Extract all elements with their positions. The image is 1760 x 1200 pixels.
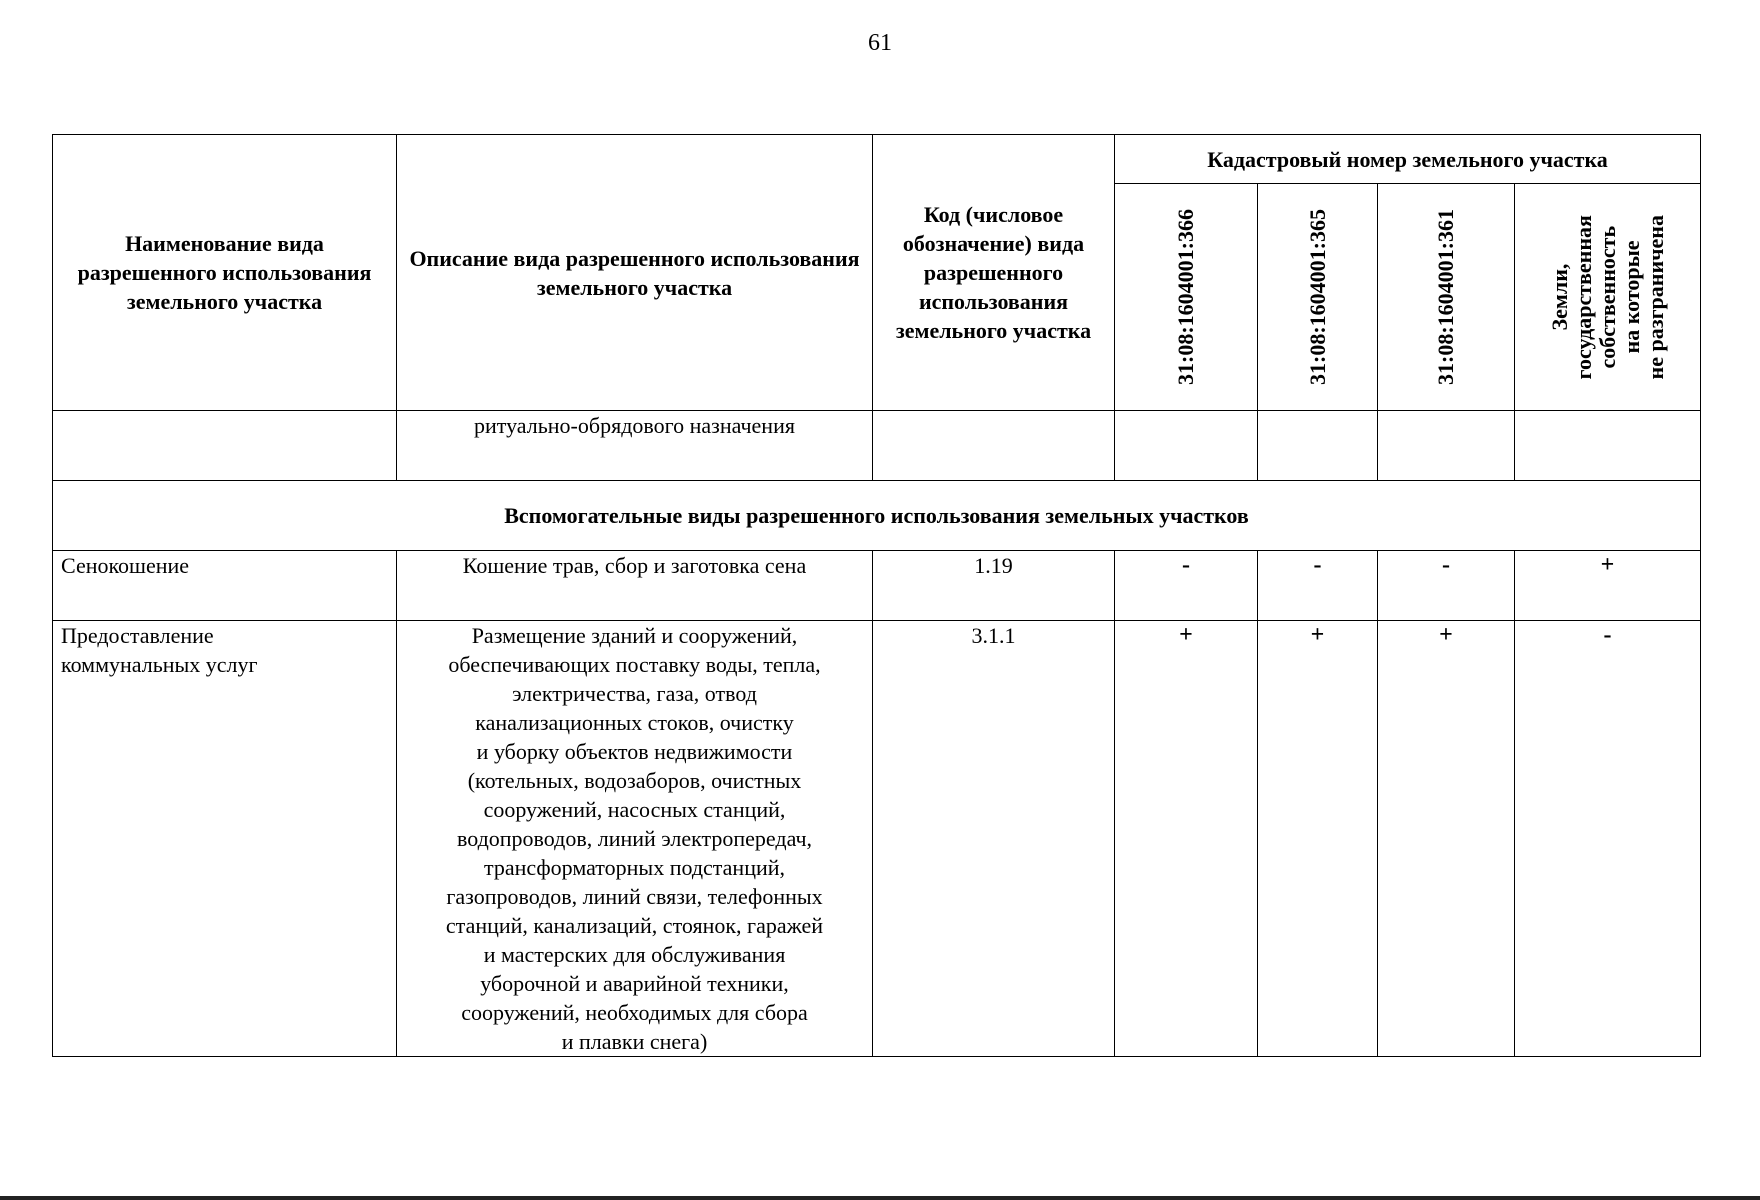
cell-mark-plot-1: - — [1115, 551, 1258, 621]
cell-mark-plot-1: + — [1115, 621, 1258, 1057]
header-plot-4 — [1515, 184, 1701, 411]
cell-description: Кошение трав, сбор и заготовка сена — [397, 551, 873, 621]
cell-mark-plot-4 — [1515, 411, 1701, 481]
header-plot-4-label: Земли, государственная собственность на которые не разграничена — [1546, 214, 1668, 380]
cell-mark-plot-3: + — [1378, 621, 1515, 1057]
cell-mark-plot-4: - — [1515, 621, 1701, 1057]
section-row — [53, 481, 1701, 551]
cell-mark-plot-2 — [1258, 411, 1378, 481]
header-plot-2 — [1258, 184, 1378, 411]
cell-code: 3.1.1 — [873, 621, 1115, 1057]
cell-mark-plot-1 — [1115, 411, 1258, 481]
cell-description: ритуально-обрядового назначения — [397, 411, 873, 481]
cell-mark-plot-4: + — [1515, 551, 1701, 621]
cell-name: Сенокошение — [53, 551, 397, 621]
table-row — [53, 551, 1701, 621]
land-use-table — [52, 134, 1701, 1057]
header-name: Наименование вида разрешенного использования земельного участка — [53, 135, 397, 411]
table-row-continuation — [53, 411, 1701, 481]
header-plot-1-label: 31:08:1604001:366 — [1173, 209, 1198, 385]
cell-mark-plot-2: - — [1258, 551, 1378, 621]
header-row-1 — [53, 135, 1701, 184]
page-bottom-border — [0, 1196, 1760, 1200]
header-plot-2-label: 31:08:1604001:365 — [1304, 209, 1330, 385]
cell-description: Размещение зданий и сооружений, обеспечивающих поставку воды, тепла, электричества, газа, отвод канализационных стоков, очистку и уборку объектов недвижимости (котельных, водозаборов, очистных сооружений, насосных станций, водопроводов, линий электропередач, трансформаторных подстанций, газопроводов, линий связи, телефонных станций, канализаций, стоянок, гаражей и мастерских для обслуживания уборочной и аварийной техники, сооружений, необходимых для сбора и плавки снега) — [397, 621, 873, 1057]
header-code: Код (числовое обозначение) вида разрешенного использования земельного участка — [873, 135, 1115, 411]
header-plot-3-label: 31:08:1604001:361 — [1433, 209, 1458, 385]
cell-name — [53, 411, 397, 481]
cell-mark-plot-3: - — [1378, 551, 1515, 621]
header-plot-3 — [1378, 184, 1515, 411]
cell-code: 1.19 — [873, 551, 1115, 621]
page-number: 61 — [868, 30, 892, 56]
cell-name: Предоставление коммунальных услуг — [53, 621, 397, 1057]
header-cadastral-group: Кадастровый номер земельного участка — [1115, 135, 1701, 184]
header-description: Описание вида разрешенного использования земельного участка — [397, 135, 873, 411]
cell-mark-plot-2: + — [1258, 621, 1378, 1057]
cell-mark-plot-3 — [1378, 411, 1515, 481]
table-row — [53, 621, 1701, 1057]
section-title: Вспомогательные виды разрешенного использования земельных участков — [53, 481, 1701, 551]
cell-code — [873, 411, 1115, 481]
header-plot-1 — [1115, 184, 1258, 411]
